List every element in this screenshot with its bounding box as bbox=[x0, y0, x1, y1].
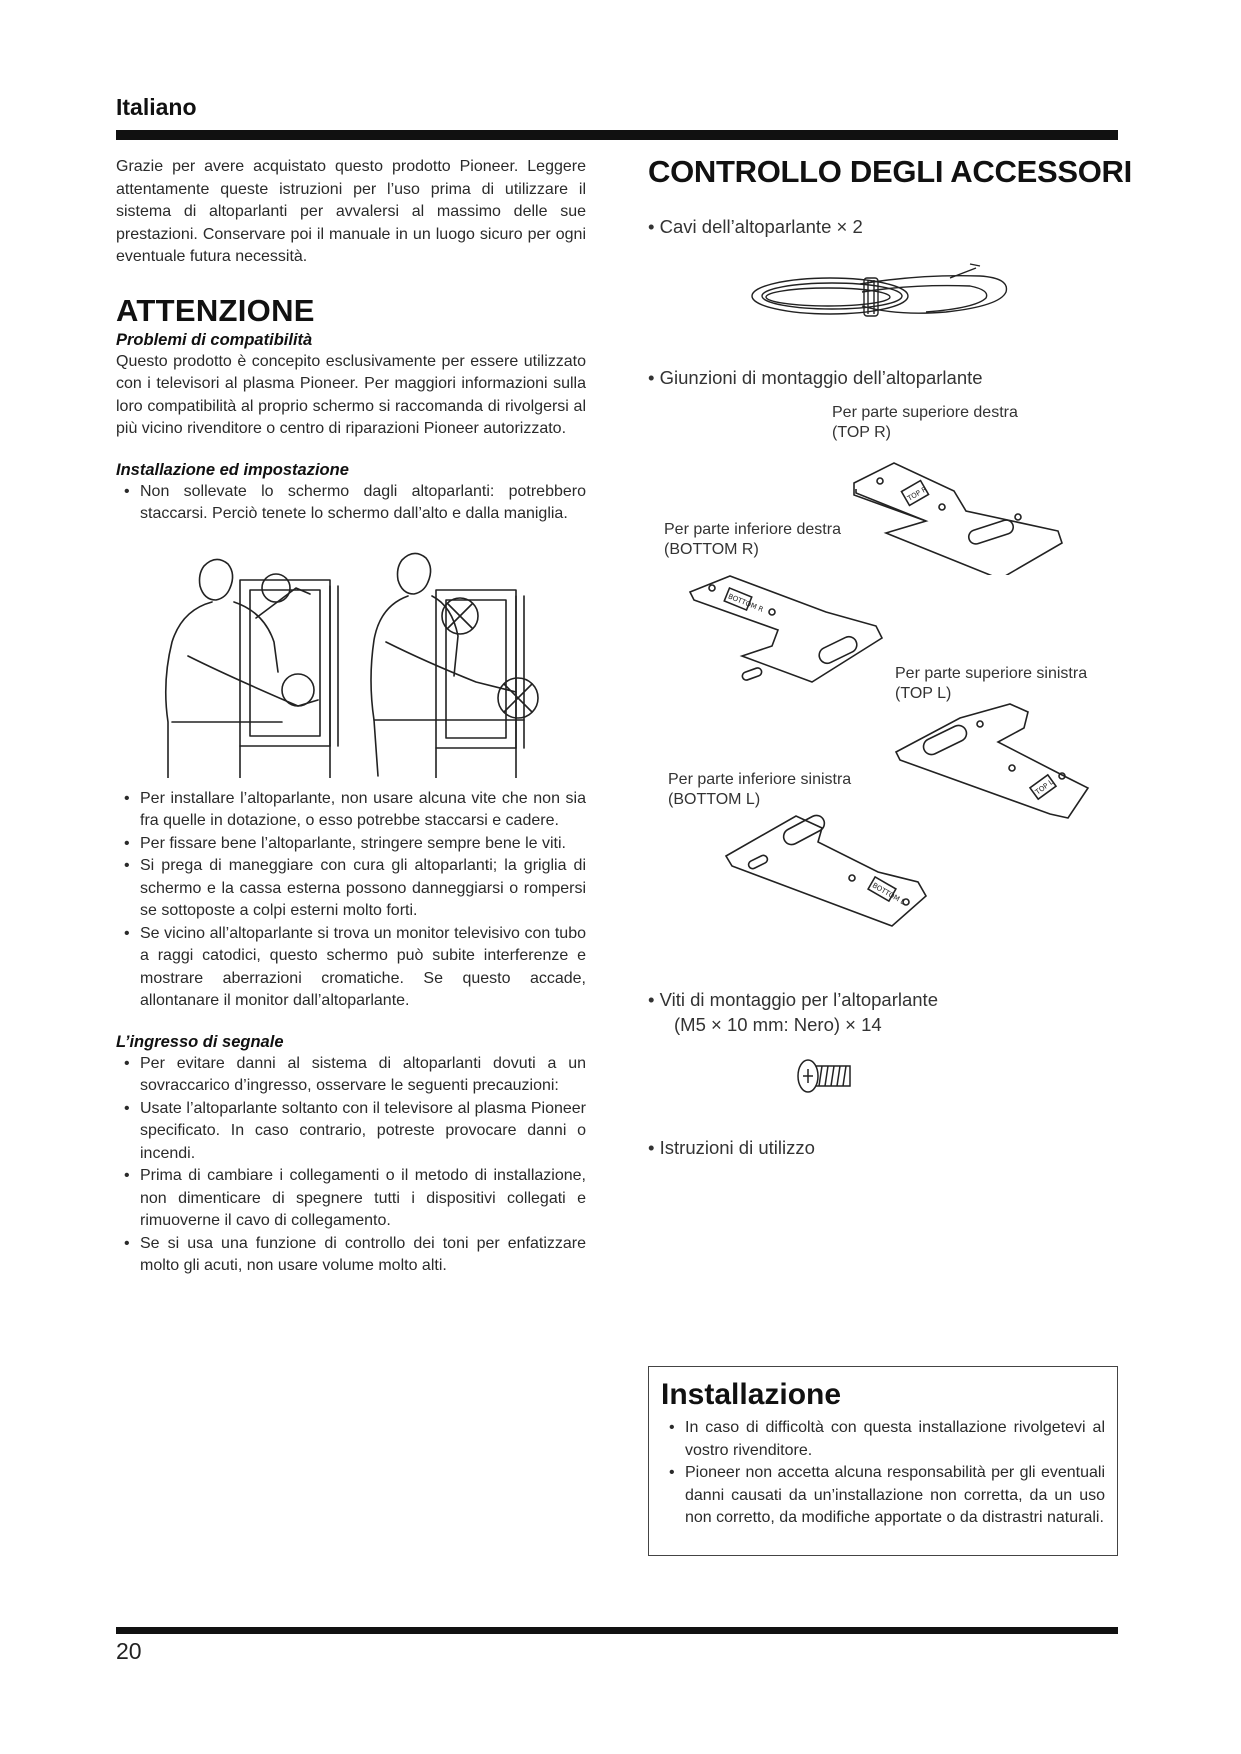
screws-label-line2: (M5 × 10 mm: Nero) × 14 bbox=[674, 1014, 882, 1035]
list-item: • Per installare l’altoparlante, non usare alcuna vite che non sia fra quelle in dotazione, o esso potrebbe staccarsi e cadere. bbox=[116, 788, 586, 833]
bracket-top-r bbox=[850, 455, 1066, 575]
top-l-caption-line2: (TOP L) bbox=[895, 685, 952, 702]
screws-label-line1: Viti di montaggio per l’altoparlante bbox=[659, 989, 938, 1010]
footer-rule bbox=[116, 1627, 1118, 1634]
compat-paragraph: Questo prodotto è concepito esclusivamente per essere utilizzato con i televisori al plasma Pioneer. Per maggiori informazioni sulla loro compatibilità al proprio schermo si raccomanda di rivolgersi al più vicino rivenditore o centro di riparazioni Pioneer autorizzato. bbox=[116, 352, 586, 437]
joints-label: Giunzioni di montaggio dell’altoparlante bbox=[659, 367, 983, 388]
bottom-l-caption-line2: (BOTTOM L) bbox=[668, 791, 761, 808]
bottom-l-caption-line1: Per parte inferiore sinistra bbox=[668, 771, 852, 788]
svg-text:BOTTOM R: BOTTOM R bbox=[726, 592, 765, 614]
compat-subheading: Problemi di compatibilità bbox=[116, 330, 313, 349]
joints-item: • Giunzioni di montaggio dell’altoparlante bbox=[648, 367, 983, 388]
list-item: • Prima di cambiare i collegamenti o il metodo di installazione, non dimenticare di spegnere tutti i dispositivi collegati e rimuoverne il cavo di collegamento. bbox=[116, 1165, 586, 1233]
page-number: 20 bbox=[116, 1638, 142, 1664]
top-l-caption-line1: Per parte superiore sinistra bbox=[895, 665, 1088, 682]
person-head-right bbox=[398, 553, 431, 594]
install-list bbox=[116, 788, 586, 1013]
list-item: • In caso di difficoltà con questa installazione rivolgetevi al vostro rivenditore. bbox=[661, 1417, 1105, 1462]
installazione-box bbox=[648, 1366, 1118, 1556]
lifting-illustration bbox=[116, 546, 586, 778]
top-r-caption bbox=[832, 403, 1018, 443]
manual-label: Istruzioni di utilizzo bbox=[659, 1137, 815, 1158]
bracket-bottom-r bbox=[686, 572, 896, 702]
signal-list bbox=[116, 1053, 586, 1278]
bottom-r-caption-line2: (BOTTOM R) bbox=[664, 541, 759, 558]
cables-item: • Cavi dell’altoparlante × 2 bbox=[648, 216, 863, 237]
bottom-r-caption bbox=[664, 520, 841, 560]
list-item: • Pioneer non accetta alcuna responsabilità per gli eventuali danni causati da un’installazione non corretta, da un uso non corretto, da modifiche apportate o da distrastri naturali. bbox=[661, 1462, 1105, 1530]
attenzione-heading: ATTENZIONE bbox=[116, 292, 315, 328]
installazione-heading: Installazione bbox=[661, 1378, 842, 1411]
installazione-list bbox=[661, 1417, 1105, 1530]
person-head-left bbox=[200, 559, 233, 600]
speaker-cable-illustration bbox=[750, 262, 1020, 332]
bracket-bottom-l bbox=[722, 808, 932, 938]
svg-text:TOP R: TOP R bbox=[906, 485, 929, 503]
accessori-heading: CONTROLLO DEGLI ACCESSORI bbox=[648, 154, 1132, 189]
manual-item: • Istruzioni di utilizzo bbox=[648, 1137, 815, 1158]
svg-text:BOTTOM L: BOTTOM L bbox=[870, 881, 907, 907]
list-item: • Usate l’altoparlante soltanto con il televisore al plasma Pioneer specificato. In caso contrario, potreste provocare danni o incendi. bbox=[116, 1098, 586, 1166]
top-r-caption-line1: Per parte superiore destra bbox=[832, 404, 1018, 421]
list-item: • Si prega di maneggiare con cura gli altoparlanti; la griglia di schermo e la cassa esterna possono danneggiarsi o rompersi se sottoposte a colpi esterni molto forti. bbox=[116, 855, 586, 923]
cables-label: Cavi dell’altoparlante × 2 bbox=[659, 216, 863, 237]
top-l-caption bbox=[895, 664, 1087, 704]
screw-illustration bbox=[794, 1056, 858, 1096]
list-item: • Non sollevate lo schermo dagli altoparlanti: potrebbero staccarsi. Perciò tenete lo schermo dall’alto e dalla maniglia. bbox=[116, 481, 586, 526]
install-subheading: Installazione ed impostazione bbox=[116, 460, 349, 479]
top-r-caption-line2: (TOP R) bbox=[832, 424, 891, 441]
intro-paragraph: Grazie per avere acquistato questo prodotto Pioneer. Leggere attentamente queste istruzioni per l’uso prima di utilizzare il sistema di altoparlanti per avvalersi al massimo delle sue prestazioni. Conservare poi il manuale in un luogo sicuro per ogni eventuale futura necessità. bbox=[116, 158, 586, 265]
language-heading: Italiano bbox=[116, 94, 197, 120]
list-item: • Se vicino all’altoparlante si trova un monitor televisivo con tubo a raggi catodici, questo schermo può subite interferenze e mostrare aberrazioni cromatiche. Se questo accade, allontanare il monitor dall’altoparlante. bbox=[116, 923, 586, 1013]
screws-item: • Viti di montaggio per l’altoparlante bbox=[648, 989, 938, 1010]
install-first-list bbox=[116, 481, 586, 526]
bottom-l-caption bbox=[668, 770, 851, 810]
left-column bbox=[116, 156, 586, 1278]
svg-text:TOP L: TOP L bbox=[1033, 778, 1055, 797]
header-rule bbox=[116, 130, 1118, 140]
list-item: • Per evitare danni al sistema di altoparlanti dovuti a un sovraccarico d’ingresso, osservare le seguenti precauzioni: bbox=[116, 1053, 586, 1098]
list-item: • Per fissare bene l’altoparlante, stringere sempre bene le viti. bbox=[116, 833, 586, 856]
bottom-r-caption-line1: Per parte inferiore destra bbox=[664, 521, 841, 538]
list-item: • Se si usa una funzione di controllo dei toni per enfatizzare molto gli acuti, non usare volume molto alti. bbox=[116, 1233, 586, 1278]
signal-subheading: L’ingresso di segnale bbox=[116, 1032, 284, 1051]
